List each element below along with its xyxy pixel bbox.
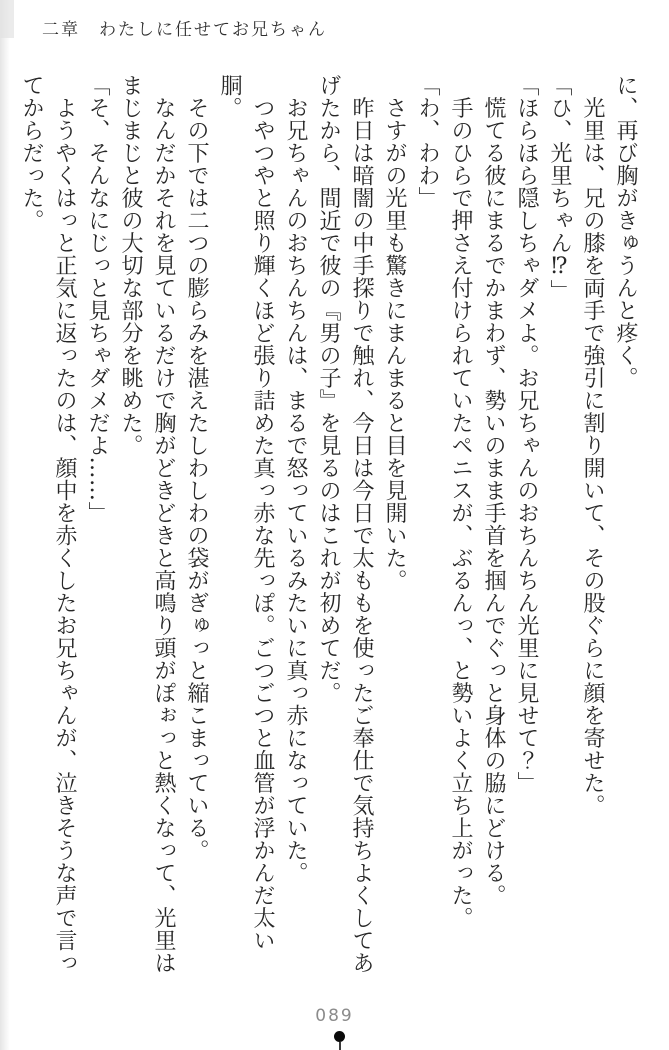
text-line: 光里は、兄の膝を両手で強引に割り開いて、その股ぐらに顔を寄せた。 — [580, 74, 605, 817]
text-line: さすがの光里も驚きにまんまると目を見開いた。 — [382, 74, 407, 592]
bottom-pin-icon — [334, 1031, 346, 1050]
text-line: 「そ、そんなにじっと見ちゃダメだよ……」 — [85, 74, 110, 524]
text-line: 「ほらほら隠しちゃダメよ。お兄ちゃんのおちんちん光里に見せて？」 — [514, 74, 539, 794]
text-line: 「わ、わわ」 — [415, 74, 440, 209]
text-line: その下では二つの膨らみを湛えたしわしわの袋がぎゅっと縮こまっている。 — [184, 74, 209, 862]
chapter-running-head: 二章 わたしに任せてお兄ちゃん — [42, 20, 327, 40]
text-line: つやつやと照り輝くほど張り詰めた真っ赤な先っぽ。ごつごつと血管が浮かんだ太い胴。 — [217, 74, 275, 952]
text-line: 「ひ、光里ちゃん⁉」 — [547, 74, 572, 302]
text-line: お兄ちゃんのおちんちんは、まるで怒っているみたいに真っ赤になっていた。 — [283, 74, 308, 884]
text-line: に、再び胸がきゅうんと疼く。 — [613, 74, 638, 389]
text-line: ようやくはっと正気に返ったのは、顔中を赤くしたお兄ちゃんが、泣きそうな声で言っ — [52, 74, 77, 974]
scan-corner-artifact — [0, 0, 14, 38]
pin-dot — [334, 1031, 345, 1042]
text-line: 昨日は暗闇の中手探りで触れ、今日は今日で太ももを使ったご奉仕で気持ちよくしてあ — [349, 74, 374, 974]
text-line: げたから、間近で彼の『男の子』を見るのはこれが初めてだ。 — [316, 74, 341, 704]
text-line: なんだかそれを見ているだけで胸がどきどきと高鳴り頭がぽぉっと熱くなって、光里は — [151, 74, 176, 974]
text-line: てからだった。 — [19, 74, 44, 232]
pin-stem — [339, 1042, 341, 1050]
page-number: 089 — [315, 1006, 354, 1026]
text-line: 慌てる彼にまるでかまわず、勢いのまま手首を掴んでぐっと身体の脇にどける。 — [481, 74, 506, 907]
body-text-block — [15, 74, 642, 979]
text-line: 手のひらで押さえ付けられていたペニスが、ぶるんっ、と勢いよく立ち上がった。 — [448, 74, 473, 929]
text-line: まじまじと彼の大切な部分を眺めた。 — [118, 74, 143, 457]
